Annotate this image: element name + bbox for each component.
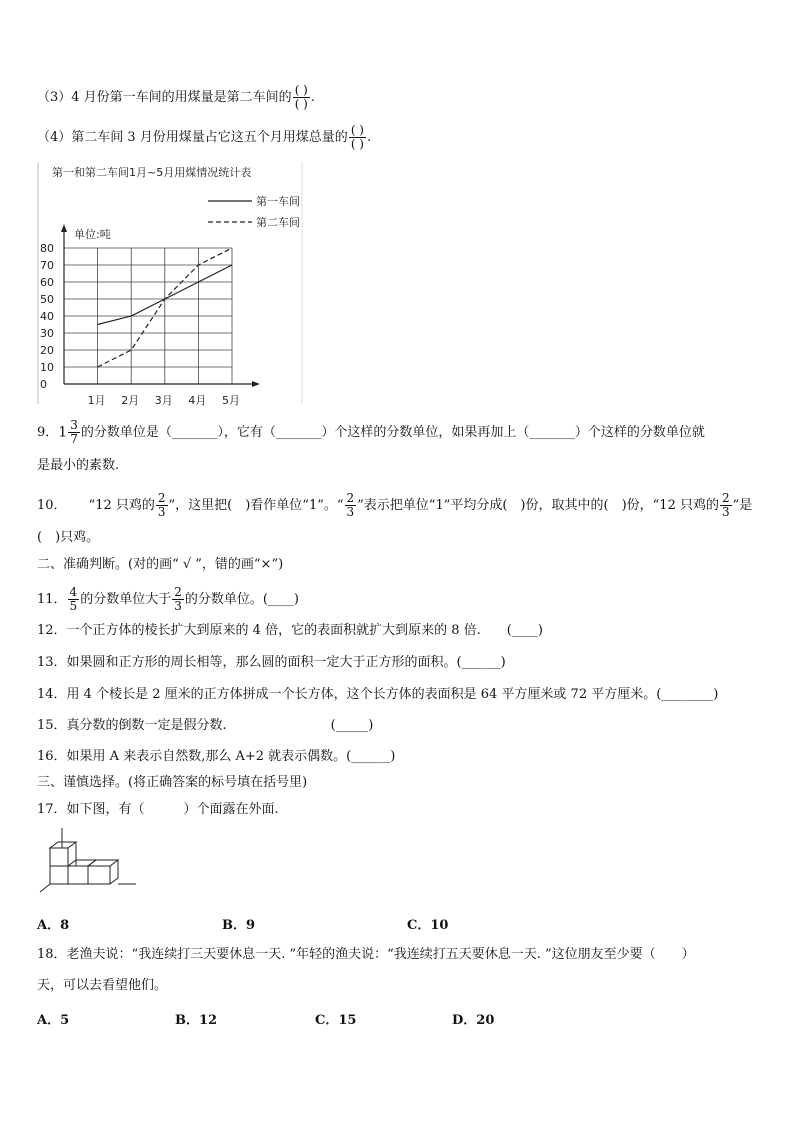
blank-fraction: $\frac{( )}{( )}$ [350, 123, 364, 151]
x-tick-label: 1月 [87, 394, 106, 407]
y-tick-label: 60 [40, 276, 54, 289]
y-tick-label: 20 [40, 344, 54, 357]
y-tick-label: 80 [40, 242, 54, 255]
q17-option-b[interactable]: B．9 [222, 918, 256, 933]
legend-label: 第一车间 [256, 195, 300, 208]
coal-usage-line-chart [30, 158, 320, 410]
q17-option-c[interactable]: C．10 [407, 918, 449, 933]
y-axis-arrow [61, 224, 67, 232]
blank-fraction: $\frac{( )}{( )}$ [294, 83, 308, 111]
chart-ticks [40, 242, 240, 407]
section-3-title: 三、谨慎选择。(将正确答案的标号填在括号里) [37, 775, 308, 790]
q8-part4: （4）第二车间 3 月份用煤量占它这五个月用煤总量的 $\frac{( )}{( )}$ . [37, 123, 372, 151]
section-2-title: 二、准确判断。(对的画“ √ ”，错的画“×”) [37, 557, 284, 572]
x-tick-label: 3月 [154, 394, 173, 407]
mixed-number: 1 $\frac{3}{7}$ [58, 418, 78, 446]
q17-text: 17．如下图，有（ ）个面露在外面. [37, 802, 279, 817]
q8-part3: （3）4 月份第一车间的用煤量是第二车间的 $\frac{( )}{( )}$ . [37, 83, 316, 111]
chart-grid [64, 248, 232, 384]
q18-line1: 18．老渔夫说：“我连续打三天要休息一天. ”年轻的渔夫说：“我连续打五天要休息一天. ”这位朋友至少要（ ） [37, 947, 695, 962]
y-tick-label: 10 [40, 361, 54, 374]
q9-line2: 是最小的素数. [37, 458, 120, 473]
floor-edge [40, 884, 50, 892]
q10-line2: ( )只鸡。 [37, 530, 100, 545]
q10-line1: 10． “12 只鸡的 $\frac{2}{3}$ ”，这里把( )看作单位“1”。“ $\frac{2}{3}$ ”表示把单位“1”平均分成( )份，取其中的( )份，“12 只鸡的 $\frac{2}{3}$ ”是 [37, 491, 753, 519]
x-tick-label: 4月 [188, 394, 207, 407]
x-tick-label: 2月 [121, 394, 140, 407]
y-tick-label: 50 [40, 293, 54, 306]
chart-title: 第一和第二车间1月~5月用煤情况统计表 [52, 166, 252, 179]
y-tick-label: 70 [40, 259, 54, 272]
q18-line2: 天，可以去看望他们。 [37, 978, 168, 993]
q18-option-b[interactable]: B．12 [175, 1013, 218, 1028]
q18-option-c[interactable]: C．15 [315, 1013, 357, 1028]
legend-label: 第二车间 [256, 216, 300, 229]
q16: 16．如果用 A 来表示自然数,那么 A+2 就表示偶数。(______) [37, 749, 396, 764]
q12: 12．一个正方体的棱长扩大到原来的 4 倍，它的表面积就扩大到原来的 8 倍. (____) [37, 623, 543, 638]
y-tick-label: 40 [40, 310, 54, 323]
chart-ylabel: 单位:吨 [74, 228, 111, 241]
q11: 11． $\frac{4}{5}$ 的分数单位大于 $\frac{2}{3}$ 的分数单位。(____) [37, 585, 299, 613]
q14: 14．用 4 个棱长是 2 厘米的正方体拼成一个长方体，这个长方体的表面积是 64 平方厘米或 72 平方厘米。(________) [37, 687, 719, 702]
y-tick-label: 30 [40, 327, 54, 340]
y-tick-label: 0 [40, 378, 47, 391]
x-axis-arrow [252, 381, 260, 387]
x-tick-label: 5月 [222, 394, 240, 407]
cubes-figure [38, 826, 138, 894]
q9-line1: 9．1 $\frac{3}{7}$ 的分数单位是（_______），它有（_______）个这样的分数单位，如果再加上（_______）个这样的分数单位就 [37, 418, 705, 446]
chart-legend [208, 194, 300, 229]
q15: 15．真分数的倒数一定是假分数. (_____) [37, 718, 374, 733]
q18-option-a[interactable]: A．5 [37, 1013, 70, 1028]
q17-option-a[interactable]: A．8 [37, 918, 70, 933]
q13: 13．如果圆和正方形的周长相等，那么圆的面积一定大于正方形的面积。(______) [37, 655, 506, 670]
q18-option-d[interactable]: D．20 [452, 1013, 495, 1028]
